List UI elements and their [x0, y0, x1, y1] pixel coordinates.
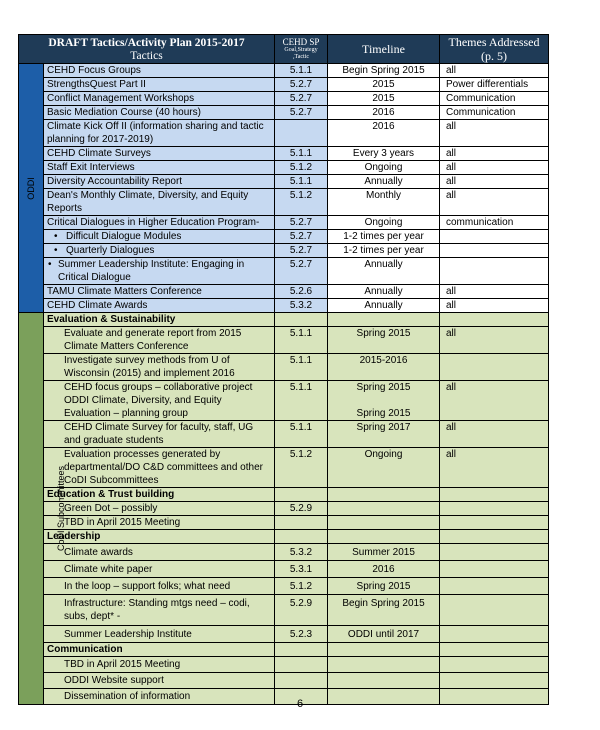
table-row: [19, 516, 549, 530]
table-row: [19, 78, 549, 92]
theme-cell: [440, 595, 549, 626]
tactic-cell: TBD in April 2015 Meeting: [44, 516, 275, 530]
code-cell: 5.2.3: [275, 626, 328, 643]
table-row: [19, 285, 549, 299]
cehd-sp-sublabel: Goal,Strategy: [284, 47, 318, 53]
code-cell: 5.2.7: [275, 216, 328, 230]
timeline-cell: Annually: [328, 258, 440, 285]
table-row: [19, 216, 549, 230]
theme-cell: all: [440, 189, 549, 216]
code-cell: [275, 530, 328, 544]
code-cell: 5.1.1: [275, 175, 328, 189]
timeline-cell: ODDI until 2017: [328, 626, 440, 643]
timeline-cell: Spring 2015: [328, 578, 440, 595]
tactics-header: [19, 35, 275, 64]
code-cell: 5.1.1: [275, 327, 328, 354]
theme-cell: Power differentials: [440, 78, 549, 92]
table-row: [19, 299, 549, 313]
theme-cell: all: [440, 299, 549, 313]
themes-header: [440, 35, 549, 64]
table-row: [19, 92, 549, 106]
table-row: [19, 502, 549, 516]
theme-cell: [440, 673, 549, 689]
tactic-cell: Investigate survey methods from U of Wisconsin (2015) and implement 2016: [44, 354, 275, 381]
timeline-cell: Ongoing: [328, 161, 440, 175]
tactic-cell: StrengthsQuest Part II: [44, 78, 275, 92]
theme-cell: all: [440, 64, 549, 78]
cehd-sp-sublabel-2: ,Tactic: [292, 54, 310, 60]
timeline-cell: Annually: [328, 299, 440, 313]
tactic-cell: Climate Kick Off II (information sharing and tactic planning for 2017-2019): [44, 120, 275, 147]
tactic-cell: Evaluation processes generated by departmental/DO C&D committees and other CoDI Subcommittees: [44, 448, 275, 488]
timeline-cell: Begin Spring 2015: [328, 64, 440, 78]
theme-cell: all: [440, 147, 549, 161]
table-row: [19, 106, 549, 120]
section-header-row: [19, 313, 549, 327]
timeline-cell: [328, 657, 440, 673]
cehd-sp-label: CEHD SP: [282, 37, 320, 47]
table-row: [19, 448, 549, 488]
timeline-cell: 1-2 times per year: [328, 230, 440, 244]
codi-group-label: CoDI Subcommittees: [19, 313, 44, 705]
theme-cell: [440, 354, 549, 381]
code-cell: 5.2.9: [275, 595, 328, 626]
timeline-cell: [328, 313, 440, 327]
code-cell: 5.1.2: [275, 161, 328, 175]
code-cell: 5.1.2: [275, 578, 328, 595]
table-row: [19, 175, 549, 189]
code-cell: 5.2.6: [275, 285, 328, 299]
theme-cell: Communication: [440, 92, 549, 106]
theme-cell: [440, 578, 549, 595]
timeline-cell: 1-2 times per year: [328, 244, 440, 258]
table-row: [19, 327, 549, 354]
timeline-cell: 2015: [328, 92, 440, 106]
tactic-cell: Conflict Management Workshops: [44, 92, 275, 106]
table-row: [19, 626, 549, 643]
timeline-cell: Annually: [328, 175, 440, 189]
timeline-cell: 2015-2016: [328, 354, 440, 381]
tactic-cell: TBD in April 2015 Meeting: [44, 657, 275, 673]
code-cell: 5.3.2: [275, 544, 328, 561]
timeline-cell: Every 3 years: [328, 147, 440, 161]
tactic-cell: Dissemination of information: [44, 689, 275, 705]
code-cell: 5.2.7: [275, 92, 328, 106]
timeline-cell: Summer 2015: [328, 544, 440, 561]
table-row: [19, 673, 549, 689]
tactic-cell: Climate awards: [44, 544, 275, 561]
theme-cell: all: [440, 381, 549, 421]
tactic-cell: TAMU Climate Matters Conference: [44, 285, 275, 299]
page-number: 6: [296, 698, 304, 710]
themes-label: Themes Addressed: [448, 35, 540, 49]
section-header: Leadership: [44, 530, 275, 544]
theme-cell: [440, 657, 549, 673]
timeline-value-2: Spring 2015: [356, 408, 411, 419]
timeline-cell: [328, 643, 440, 657]
timeline-cell: Spring 2015: [328, 327, 440, 354]
theme-cell: [440, 313, 549, 327]
timeline-cell: Monthly: [328, 189, 440, 216]
table-row: [19, 161, 549, 175]
tactic-cell: • Summer Leadership Institute: Engaging in Critical Dialogue: [44, 258, 275, 285]
table-row: [19, 189, 549, 216]
timeline-cell: Spring 2017: [328, 421, 440, 448]
timeline-cell: [328, 381, 440, 421]
section-header: Communication: [44, 643, 275, 657]
timeline-header: Timeline: [328, 35, 440, 64]
table-row: [19, 120, 549, 147]
tactic-cell: Diversity Accountability Report: [44, 175, 275, 189]
table-row: [19, 244, 549, 258]
code-cell: 5.2.7: [275, 106, 328, 120]
tactic-cell: CEHD Climate Surveys: [44, 147, 275, 161]
code-cell: [275, 516, 328, 530]
theme-cell: all: [440, 175, 549, 189]
theme-cell: [440, 561, 549, 578]
code-cell: 5.2.7: [275, 78, 328, 92]
timeline-cell: Begin Spring 2015: [328, 595, 440, 626]
table-title: DRAFT Tactics/Activity Plan 2015-2017: [48, 36, 245, 49]
theme-cell: [440, 230, 549, 244]
code-cell: 5.2.7: [275, 230, 328, 244]
code-cell: [275, 657, 328, 673]
tactic-cell: Dean's Monthly Climate, Diversity, and Equity Reports: [44, 189, 275, 216]
code-cell: 5.1.1: [275, 421, 328, 448]
table-row: [19, 561, 549, 578]
timeline-cell: Ongoing: [328, 448, 440, 488]
timeline-cell: 2016: [328, 561, 440, 578]
code-cell: 5.1.2: [275, 189, 328, 216]
table-row: [19, 544, 549, 561]
tactic-cell: Critical Dialogues in Higher Education Program-: [44, 216, 275, 230]
timeline-cell: 2015: [328, 78, 440, 92]
timeline-value: Spring 2015: [356, 382, 411, 393]
code-cell: [275, 120, 328, 147]
tactic-cell: ODDI Website support: [44, 673, 275, 689]
code-cell: 5.1.1: [275, 354, 328, 381]
theme-cell: all: [440, 327, 549, 354]
tactic-cell: • Quarterly Dialogues: [44, 244, 275, 258]
oddi-group-label: ODDI: [19, 64, 44, 313]
tactic-cell: Staff Exit Interviews: [44, 161, 275, 175]
code-cell: 5.1.2: [275, 448, 328, 488]
theme-cell: [440, 258, 549, 285]
theme-cell: [440, 244, 549, 258]
table-row: [19, 354, 549, 381]
theme-cell: [440, 502, 549, 516]
table-row: [19, 421, 549, 448]
table-row: [19, 258, 549, 285]
table-row: [19, 230, 549, 244]
tactic-cell: CEHD Climate Awards: [44, 299, 275, 313]
section-header: Education & Trust building: [44, 488, 275, 502]
table-row: [19, 147, 549, 161]
code-cell: 5.3.2: [275, 299, 328, 313]
timeline-cell: [328, 516, 440, 530]
tactic-cell: CEHD Climate Survey for faculty, staff, UG and graduate students: [44, 421, 275, 448]
timeline-cell: [328, 530, 440, 544]
timeline-cell: [328, 488, 440, 502]
tactic-cell: In the loop – support folks; what need: [44, 578, 275, 595]
tactic-cell: Summer Leadership Institute: [44, 626, 275, 643]
section-header-row: [19, 488, 549, 502]
tactic-cell: • Difficult Dialogue Modules: [44, 230, 275, 244]
tactic-cell: Evaluate and generate report from 2015 Climate Matters Conference: [44, 327, 275, 354]
section-header: Evaluation & Sustainability: [44, 313, 275, 327]
table-row: [19, 595, 549, 626]
tactic-cell: Green Dot – possibly: [44, 502, 275, 516]
timeline-cell: Ongoing: [328, 216, 440, 230]
tactics-column-label: Tactics: [130, 49, 163, 62]
theme-cell: [440, 643, 549, 657]
tactics-plan-table: [18, 34, 549, 705]
code-cell: 5.1.1: [275, 381, 328, 421]
code-cell: 5.3.1: [275, 561, 328, 578]
theme-cell: Communication: [440, 106, 549, 120]
code-cell: [275, 488, 328, 502]
code-cell: [275, 673, 328, 689]
theme-cell: all: [440, 448, 549, 488]
table-row: [19, 578, 549, 595]
theme-cell: all: [440, 285, 549, 299]
code-cell: [275, 643, 328, 657]
table-row: [19, 381, 549, 421]
tactic-cell: Basic Mediation Course (40 hours): [44, 106, 275, 120]
theme-cell: all: [440, 120, 549, 147]
theme-cell: all: [440, 421, 549, 448]
tactic-cell: CEHD Focus Groups: [44, 64, 275, 78]
theme-cell: communication: [440, 216, 549, 230]
timeline-cell: Annually: [328, 285, 440, 299]
code-cell: 5.2.7: [275, 244, 328, 258]
theme-cell: [440, 544, 549, 561]
tactic-cell: CEHD focus groups – collaborative project ODDI Climate, Diversity, and Equity Evaluation – planning group: [44, 381, 275, 421]
section-header-row: [19, 530, 549, 544]
theme-cell: [440, 516, 549, 530]
section-header-row: [19, 643, 549, 657]
table-row: [19, 64, 549, 78]
code-cell: 5.2.7: [275, 258, 328, 285]
theme-cell: all: [440, 161, 549, 175]
code-cell: 5.2.9: [275, 502, 328, 516]
timeline-cell: [328, 502, 440, 516]
theme-cell: [440, 626, 549, 643]
tactic-cell: Infrastructure: Standing mtgs need – codi, subs, dept* -: [44, 595, 275, 626]
timeline-cell: 2016: [328, 120, 440, 147]
theme-cell: [440, 488, 549, 502]
themes-page-ref: (p. 5): [481, 49, 507, 63]
code-cell: 5.1.1: [275, 147, 328, 161]
tactic-cell: Climate white paper: [44, 561, 275, 578]
timeline-cell: [328, 673, 440, 689]
code-cell: 5.1.1: [275, 64, 328, 78]
table-row: [19, 657, 549, 673]
cehd-sp-header: [275, 35, 328, 64]
code-cell: [275, 313, 328, 327]
theme-cell: [440, 530, 549, 544]
header-row: [19, 35, 549, 64]
timeline-cell: 2016: [328, 106, 440, 120]
